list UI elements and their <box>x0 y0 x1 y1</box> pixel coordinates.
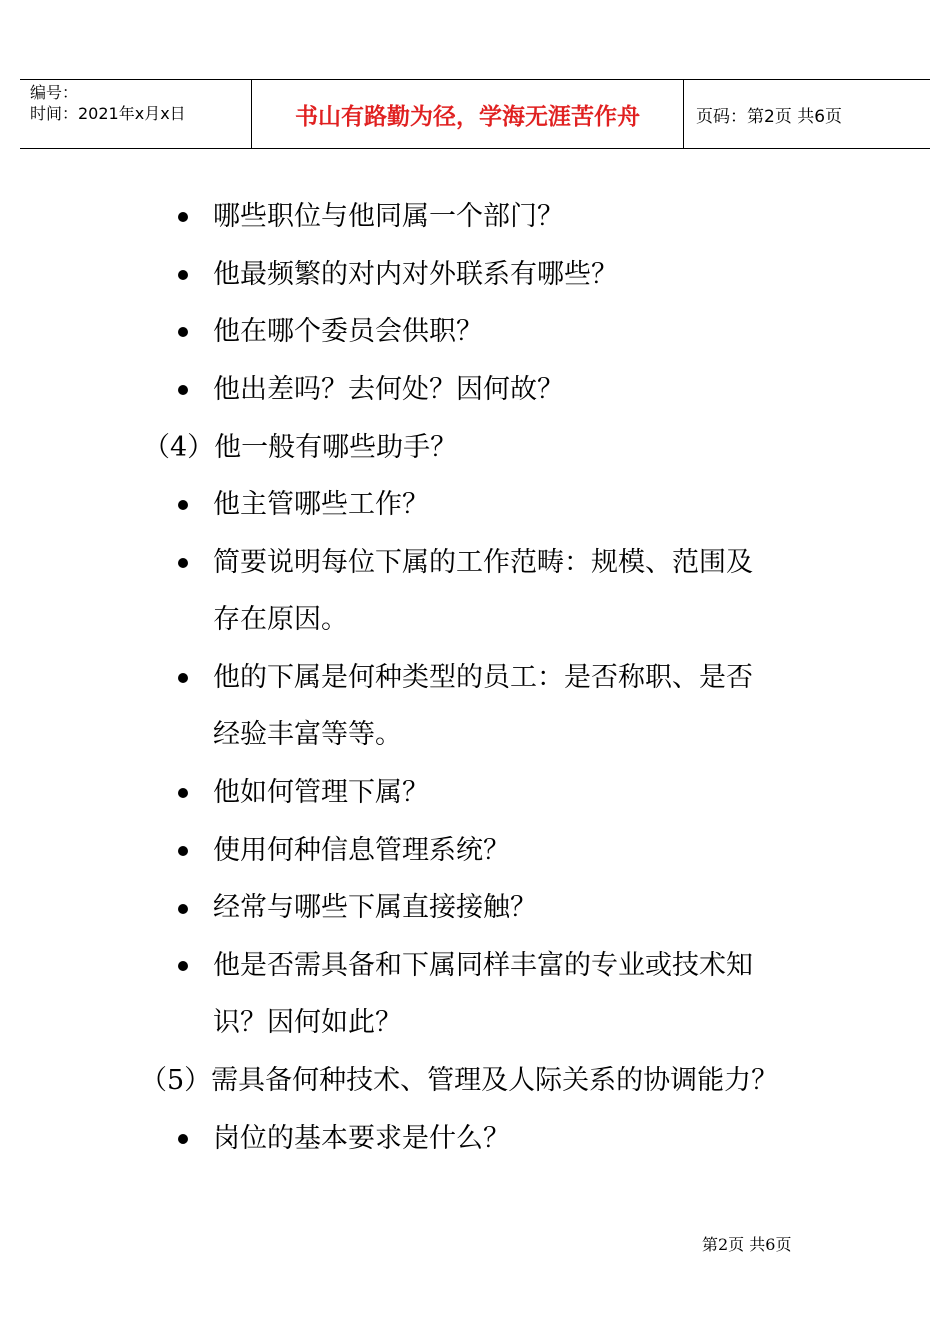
text-line: 岗位的基本要求是什么？ <box>213 1123 510 1154</box>
header-meta <box>20 80 252 148</box>
text-line: 简要说明每位下属的工作范畴：规模、范围及 <box>213 547 753 578</box>
text-line: 哪些职位与他同属一个部门？ <box>213 201 564 232</box>
bullet-icon <box>178 500 188 510</box>
bullet-icon <box>178 212 188 222</box>
text-line-continuation: 经验丰富等等。 <box>213 719 402 750</box>
header-motto: 书山有路勤为径，学海无涯苦作舟 <box>252 80 684 148</box>
bullet-icon <box>178 904 188 914</box>
page-footer: 第2页 共6页 <box>702 1235 792 1254</box>
text-line: 他是否需具备和下属同样丰富的专业或技术知 <box>213 950 753 981</box>
text-line: 使用何种信息管理系统？ <box>213 835 510 866</box>
bullet-icon <box>178 385 188 395</box>
text-line: 他的下属是何种类型的员工：是否称职、是否 <box>213 662 753 693</box>
number-label: 编号： <box>30 83 79 102</box>
bullet-icon <box>178 673 188 683</box>
text-line: 经常与哪些下属直接接触？ <box>213 892 537 923</box>
header-page-info: 页码：第2页 共6页 <box>696 106 843 127</box>
bullet-icon <box>178 961 188 971</box>
time-label: 时间：2021年x月x日 <box>30 104 186 123</box>
bullet-icon <box>178 788 188 798</box>
text-line: 他出差吗？去何处？因何故？ <box>213 374 564 405</box>
bullet-icon <box>178 327 188 337</box>
text-line-continuation: 识？因何如此？ <box>213 1007 402 1038</box>
bullet-icon <box>178 1134 188 1144</box>
section-heading: （5）需具备何种技术、管理及人际关系的协调能力？ <box>140 1065 779 1096</box>
page-header <box>20 79 930 149</box>
bullet-icon <box>178 846 188 856</box>
text-line-continuation: 存在原因。 <box>213 604 348 635</box>
text-line: 他主管哪些工作？ <box>213 489 429 520</box>
text-line: 他如何管理下属？ <box>213 777 429 808</box>
section-heading: （4）他一般有哪些助手？ <box>143 432 458 463</box>
text-line: 他最频繁的对内对外联系有哪些？ <box>213 259 618 290</box>
bullet-icon <box>178 270 188 280</box>
text-line: 他在哪个委员会供职？ <box>213 316 483 347</box>
bullet-icon <box>178 558 188 568</box>
